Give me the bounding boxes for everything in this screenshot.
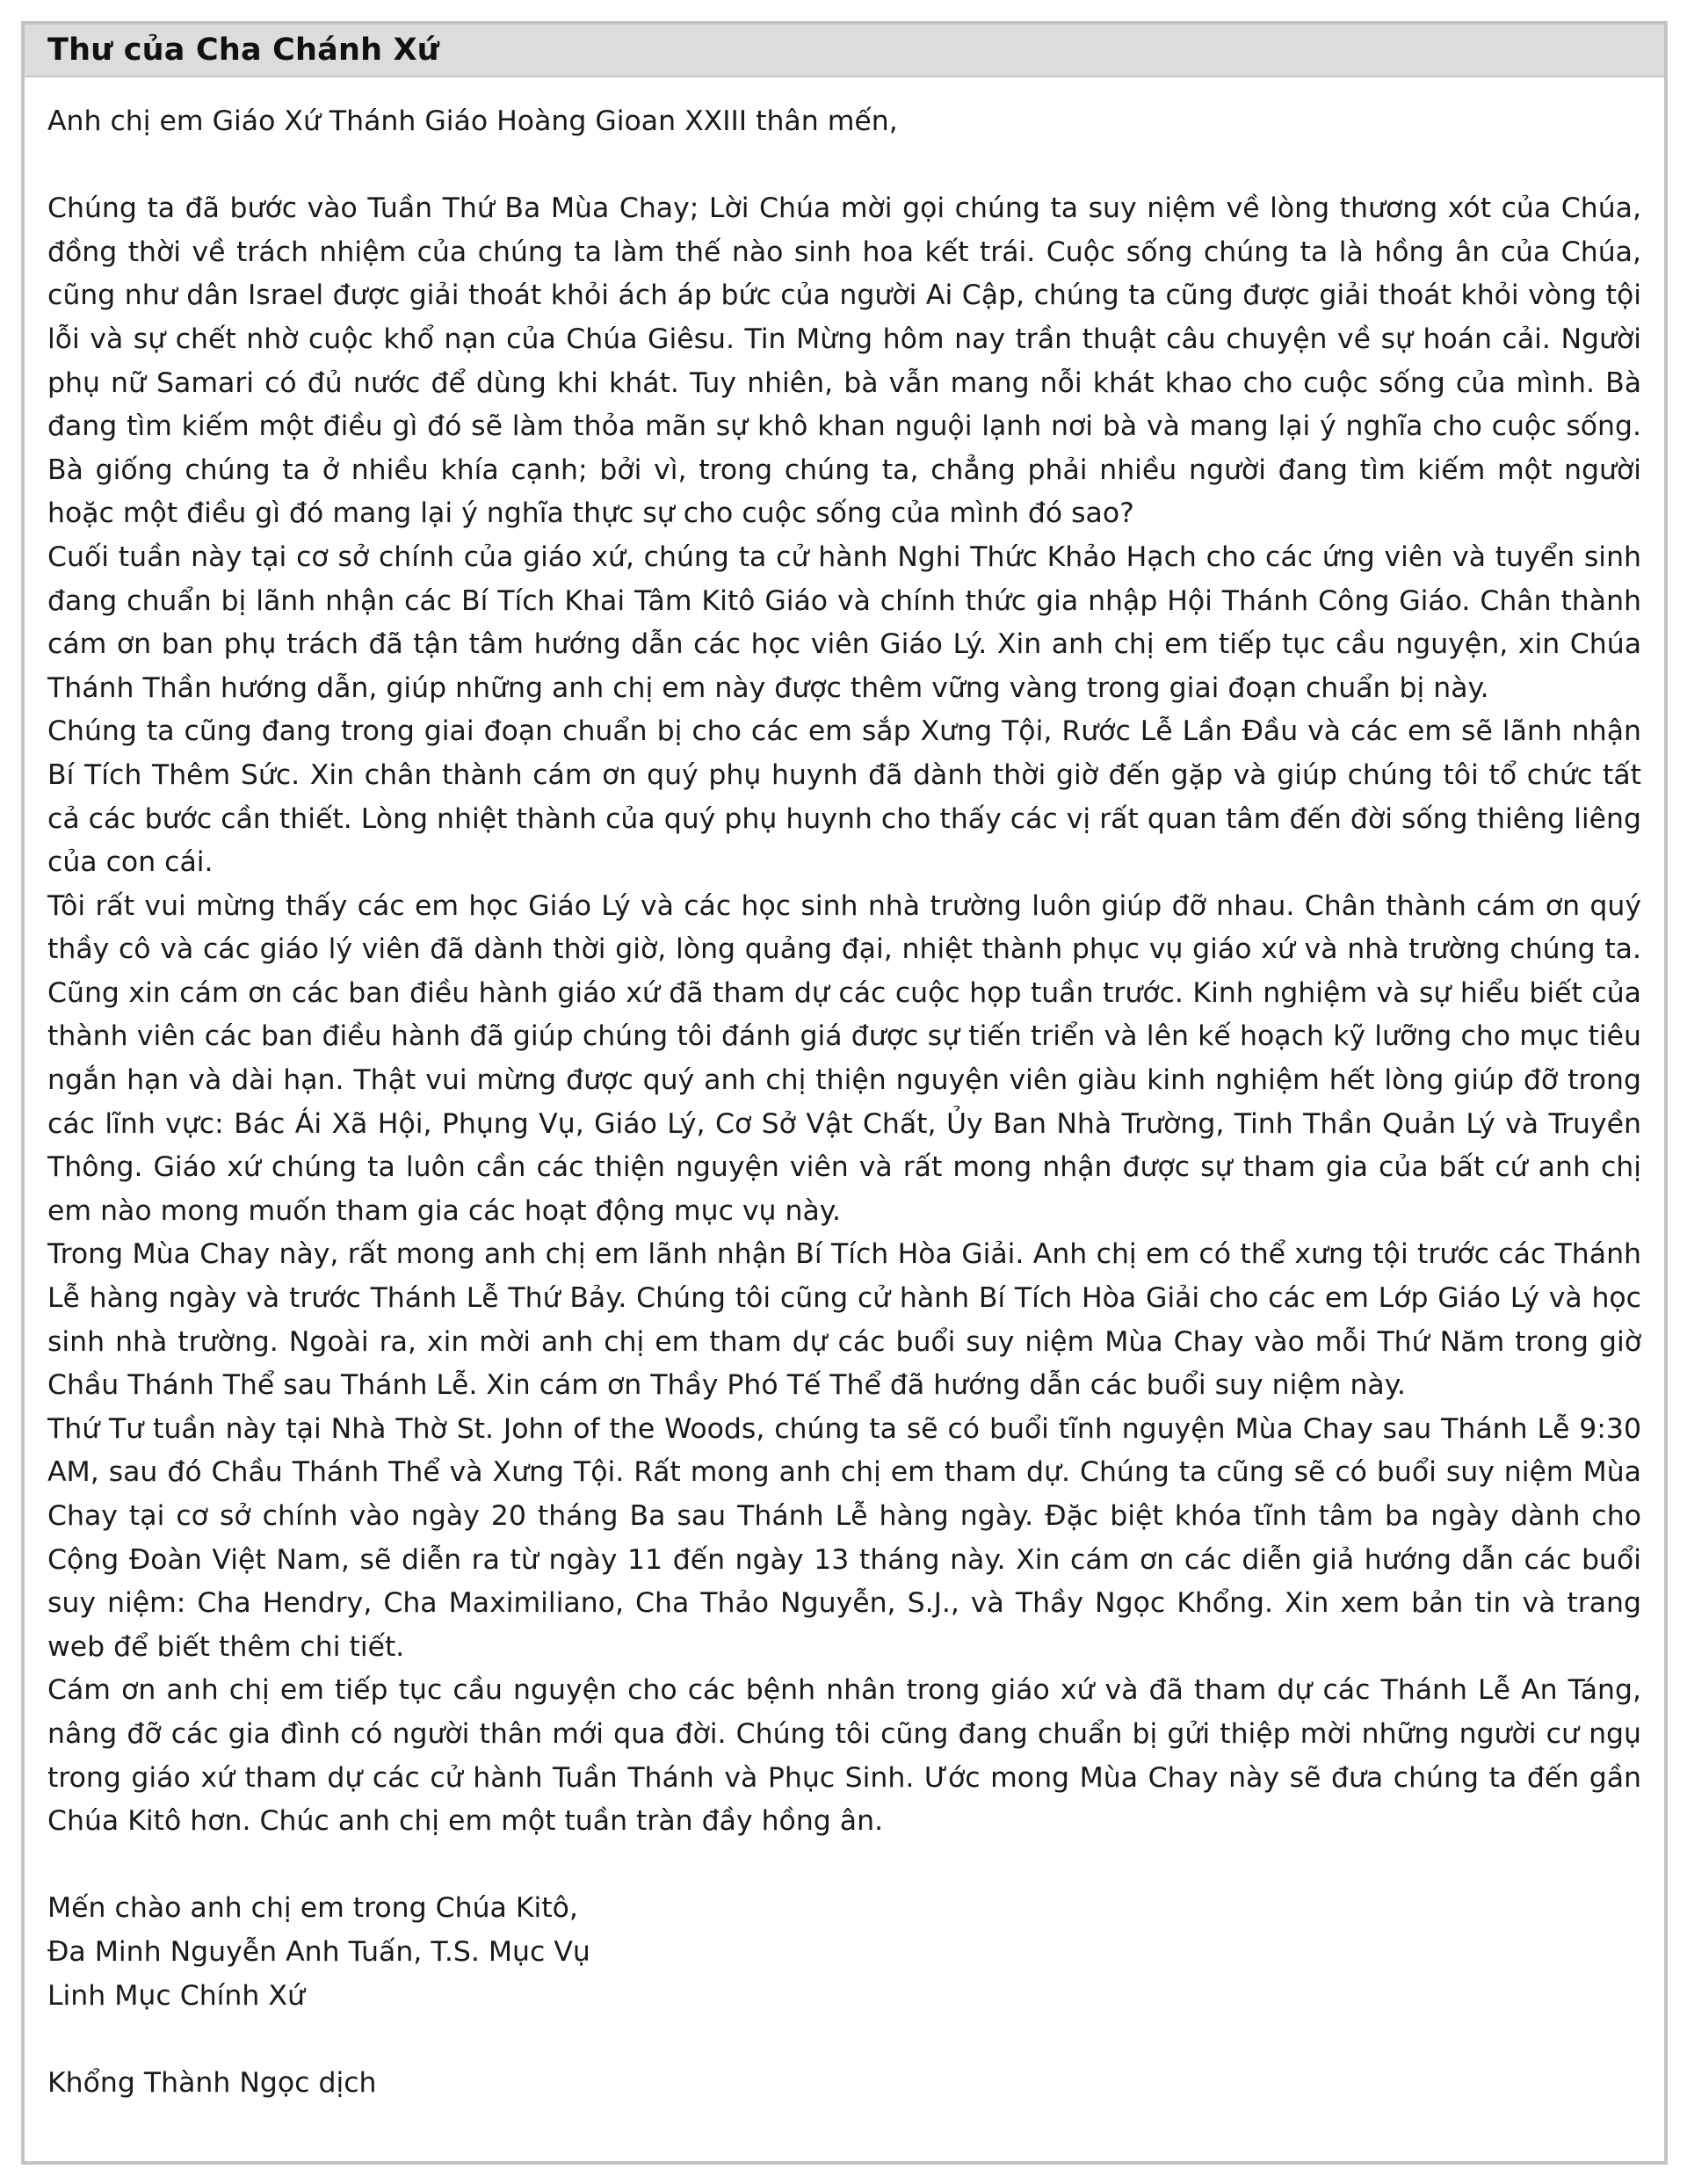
letter-closing: Mến chào anh chị em trong Chúa Kitô, — [47, 1892, 578, 1925]
spacer — [47, 144, 1641, 188]
letter-paragraph: Thứ Tư tuần này tại Nhà Thờ St. John of the Woods, chúng ta sẽ có buổi tĩnh nguyện Mùa Chay sau Thánh Lễ 9:30 AM, sau đó Chầu Thánh Thể và Xưng Tội. Rất mong anh chị em tham dự. Chúng ta cũng sẽ có buổi suy niệm Mùa Chay tại cơ sở chính vào ngày 20 tháng Ba sau Thánh Lễ hàng ngày. Đặc biệt khóa tĩnh tâm ba ngày dành cho Cộng Đoàn Việt Nam, sẽ diễn ra từ ngày 11 đến ngày 13 tháng này. Xin cám ơn các diễn giả hướng dẫn các buổi suy niệm: Cha Hendry, Cha Maximiliano, Cha Thảo Nguyễn, S.J., và Thầy Ngọc Khổng. Xin xem bản tin và trang web để biết thêm chi tiết. — [47, 1412, 1641, 1663]
page-title: Thư của Cha Chánh Xứ — [47, 33, 439, 68]
letter-paragraph: Cuối tuần này tại cơ sở chính của giáo xứ, chúng ta cử hành Nghi Thức Khảo Hạch cho các ứng viên và tuyển sinh đang chuẩn bị lãnh nhận các Bí Tích Khai Tâm Kitô Giáo và chính thức gia nhập Hội Thánh Công Giáo. Chân thành cám ơn ban phụ trách đã tận tâm hướng dẫn các học viên Giáo Lý. Xin anh chị em tiếp tục cầu nguyện, xin Chúa Thánh Thần hướng dẫn, giúp những anh chị em này được thêm vững vàng trong giai đoạn chuẩn bị này. — [47, 541, 1641, 704]
signature-name: Đa Minh Nguyễn Anh Tuấn, T.S. Mục Vụ — [47, 1935, 590, 1968]
signature-title: Linh Mục Chính Xứ — [47, 1979, 305, 2012]
letter-paragraph: Chúng ta đã bước vào Tuần Thứ Ba Mùa Chay; Lời Chúa mời gọi chúng ta suy niệm về lòng thương xót của Chúa, đồng thời về trách nhiệm của chúng ta làm thế nào sinh hoa kết trái. Cuộc sống chúng ta là hồng ân của Chúa, cũng như dân Israel được giải thoát khỏi ách áp bức của người Ai Cập, chúng ta cũng được giải thoát khỏi vòng tội lỗi và sự chết nhờ cuộc khổ nạn của Chúa Giêsu. Tin Mừng hôm nay trần thuật câu chuyện về sự hoán cải. Người phụ nữ Samari có đủ nước để dùng khi khát. Tuy nhiên, bà vẫn mang nỗi khát khao cho cuộc sống của mình. Bà đang tìm kiếm một điều gì đó sẽ làm thỏa mãn sự khô khan nguội lạnh nơi bà và mang lại ý nghĩa cho cuộc sống. Bà giống chúng ta ở nhiều khía cạnh; bởi vì, trong chúng ta, chẳng phải nhiều người đang tìm kiếm một người hoặc một điều gì đó mang lại ý nghĩa thực sự cho cuộc sống của mình đó sao? — [47, 192, 1641, 530]
letter-panel — [21, 21, 1668, 2165]
spacer — [47, 1844, 1641, 1888]
panel-header — [25, 25, 1664, 77]
spacer — [47, 2018, 1641, 2062]
letter-paragraph: Chúng ta cũng đang trong giai đoạn chuẩn bị cho các em sắp Xưng Tội, Rước Lễ Lần Đầu và các em sẽ lãnh nhận Bí Tích Thêm Sức. Xin chân thành cám ơn quý phụ huynh đã dành thời giờ đến gặp và giúp chúng tôi tổ chức tất cả các bước cần thiết. Lòng nhiệt thành của quý phụ huynh cho thấy các vị rất quan tâm đến đời sống thiêng liêng của con cái. — [47, 715, 1641, 879]
letter-greeting: Anh chị em Giáo Xứ Thánh Giáo Hoàng Gioan XXIII thân mến, — [47, 105, 898, 137]
translator-credit: Khổng Thành Ngọc dịch — [47, 2066, 377, 2099]
letter-paragraph: Tôi rất vui mừng thấy các em học Giáo Lý và các học sinh nhà trường luôn giúp đỡ nhau. Chân thành cám ơn quý thầy cô và các giáo lý viên đã dành thời giờ, lòng quảng đại, nhiệt thành phục vụ giáo xứ và nhà trường chúng ta. Cũng xin cám ơn các ban điều hành giáo xứ đã tham dự các cuộc họp tuần trước. Kinh nghiệm và sự hiểu biết của thành viên các ban điều hành đã giúp chúng tôi đánh giá được sự tiến triển và lên kế hoạch kỹ lưỡng cho mục tiêu ngắn hạn và dài hạn. Thật vui mừng được quý anh chị thiện nguyện viên giàu kinh nghiệm hết lòng giúp đỡ trong các lĩnh vực: Bác Ái Xã Hội, Phụng Vụ, Giáo Lý, Cơ Sở Vật Chất, Ủy Ban Nhà Trường, Tinh Thần Quản Lý và Truyền Thông. Giáo xứ chúng ta luôn cần các thiện nguyện viên và rất mong nhận được sự tham gia của bất cứ anh chị em nào mong muốn tham gia các hoạt động mục vụ này. — [47, 889, 1641, 1227]
letter-paragraph: Cám ơn anh chị em tiếp tục cầu nguyện cho các bệnh nhân trong giáo xứ và đã tham dự các Thánh Lễ An Táng, nâng đỡ các gia đình có người thân mới qua đời. Chúng tôi cũng đang chuẩn bị gửi thiệp mời những người cư ngụ trong giáo xứ tham dự các cử hành Tuần Thánh và Phục Sinh. Ước mong Mùa Chay này sẽ đưa chúng ta đến gần Chúa Kitô hơn. Chúc anh chị em một tuần tràn đầy hồng ân. — [47, 1674, 1641, 1838]
letter-paragraph: Trong Mùa Chay này, rất mong anh chị em lãnh nhận Bí Tích Hòa Giải. Anh chị em có thể xưng tội trước các Thánh Lễ hàng ngày và trước Thánh Lễ Thứ Bảy. Chúng tôi cũng cử hành Bí Tích Hòa Giải cho các em Lớp Giáo Lý và học sinh nhà trường. Ngoài ra, xin mời anh chị em tham dự các buổi suy niệm Mùa Chay vào mỗi Thứ Năm trong giờ Chầu Thánh Thể sau Thánh Lễ. Xin cám ơn Thầy Phó Tế Thể đã hướng dẫn các buổi suy niệm này. — [47, 1238, 1641, 1402]
letter-body — [25, 77, 1664, 2105]
